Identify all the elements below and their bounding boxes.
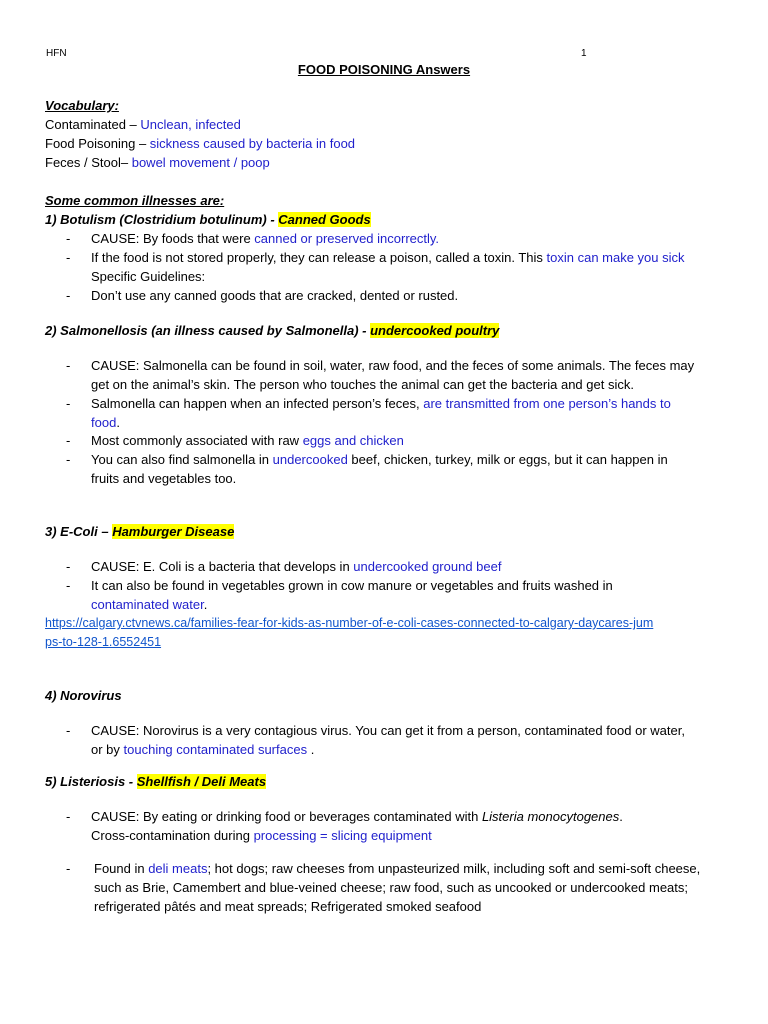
news-link[interactable]: https://calgary.ctvnews.ca/families-fear-for-kids-as-number-of-e-coli-cases-connected-to-calgary-daycares-jum [45,616,654,630]
bullet-text: CAUSE: By eating or drinking food or beverages contaminated with Listeria monocytogenes. Cross-contamination during processing = slicing equipment [91,809,623,843]
page-title: FOOD POISONING Answers [297,62,471,77]
bullet-dash: - [66,559,71,574]
highlight: Shellfish / Deli Meats [136,774,267,789]
highlight: Hamburger Disease [112,524,235,539]
vocab-item: Contaminated – Unclean, infected [45,117,241,132]
bullet-text: If the food is not stored properly, they can release a poison, called a toxin. This toxin can make you sick Specific Guidelines: [91,250,685,284]
bullet-dash: - [66,809,71,824]
vocab-item: Feces / Stool– bowel movement / poop [45,155,270,170]
bullet-dash: - [66,358,71,373]
illnesses-heading: Some common illnesses are: [45,193,225,208]
bullet-dash: - [66,231,71,246]
bullet-text: Salmonella can happen when an infected person’s feces, are transmitted from one person’s hands to food. [91,396,671,430]
section-title-norovirus: 4) Norovirus [45,688,122,703]
bullet-text: You can also find salmonella in undercooked beef, chicken, turkey, milk or eggs, but it can happen in fruits and vegetables too. [91,452,668,486]
news-link-continued[interactable]: ps-to-128-1.6552451 [45,635,162,649]
bullet-dash: - [66,452,71,467]
section-title-listeriosis: 5) Listeriosis - Shellfish / Deli Meats [45,774,267,789]
highlight: undercooked poultry [370,323,500,338]
bullet-text: CAUSE: Salmonella can be found in soil, water, raw food, and the feces of some animals. The feces may get on the animal’s skin. The person who touches the animal can get the bacteria and get sick. [91,358,695,392]
bullet-text: CAUSE: Norovirus is a very contagious virus. You can get it from a person, contaminated food or water, or by touching contaminated surfaces . [91,723,685,757]
bullet-text: Found in deli meats; hot dogs; raw cheeses from unpasteurized milk, including soft and semi-soft cheese, such as Brie, Camembert and blue-veined cheese; raw food, such as uncooked or undercooked meats; refrigerated pâtés and meat spreads; Refrigerated smoked seafood [94,861,701,914]
bullet-dash: - [66,288,71,303]
section-title-salmonella: 2) Salmonellosis (an illness caused by Salmonella) - undercooked poultry [45,323,500,338]
bullet-dash: - [66,250,71,265]
bullet-dash: - [66,723,71,738]
bullet-text: Most commonly associated with raw eggs and chicken [91,433,404,448]
vocab-heading: Vocabulary: [45,98,119,113]
bullet-text: Don’t use any canned goods that are cracked, dented or rusted. [91,288,459,303]
section-title-botulism: 1) Botulism (Clostridium botulinum) - Canned Goods [45,212,371,227]
header-left: HFN [46,48,67,59]
highlight: Canned Goods [278,212,371,227]
bullet-dash: - [66,433,71,448]
bullet-dash: - [66,396,71,411]
page-number: 1 [581,48,587,59]
bullet-dash: - [66,861,71,876]
bullet-text: CAUSE: By foods that were canned or preserved incorrectly. [91,231,440,246]
vocab-item: Food Poisoning – sickness caused by bacteria in food [45,136,356,151]
section-title-ecoli: 3) E-Coli – Hamburger Disease [45,524,235,539]
bullet-dash: - [66,578,71,593]
bullet-text: It can also be found in vegetables grown in cow manure or vegetables and fruits washed in contaminated water. [91,578,613,612]
bullet-text: CAUSE: E. Coli is a bacteria that develops in undercooked ground beef [91,559,502,574]
